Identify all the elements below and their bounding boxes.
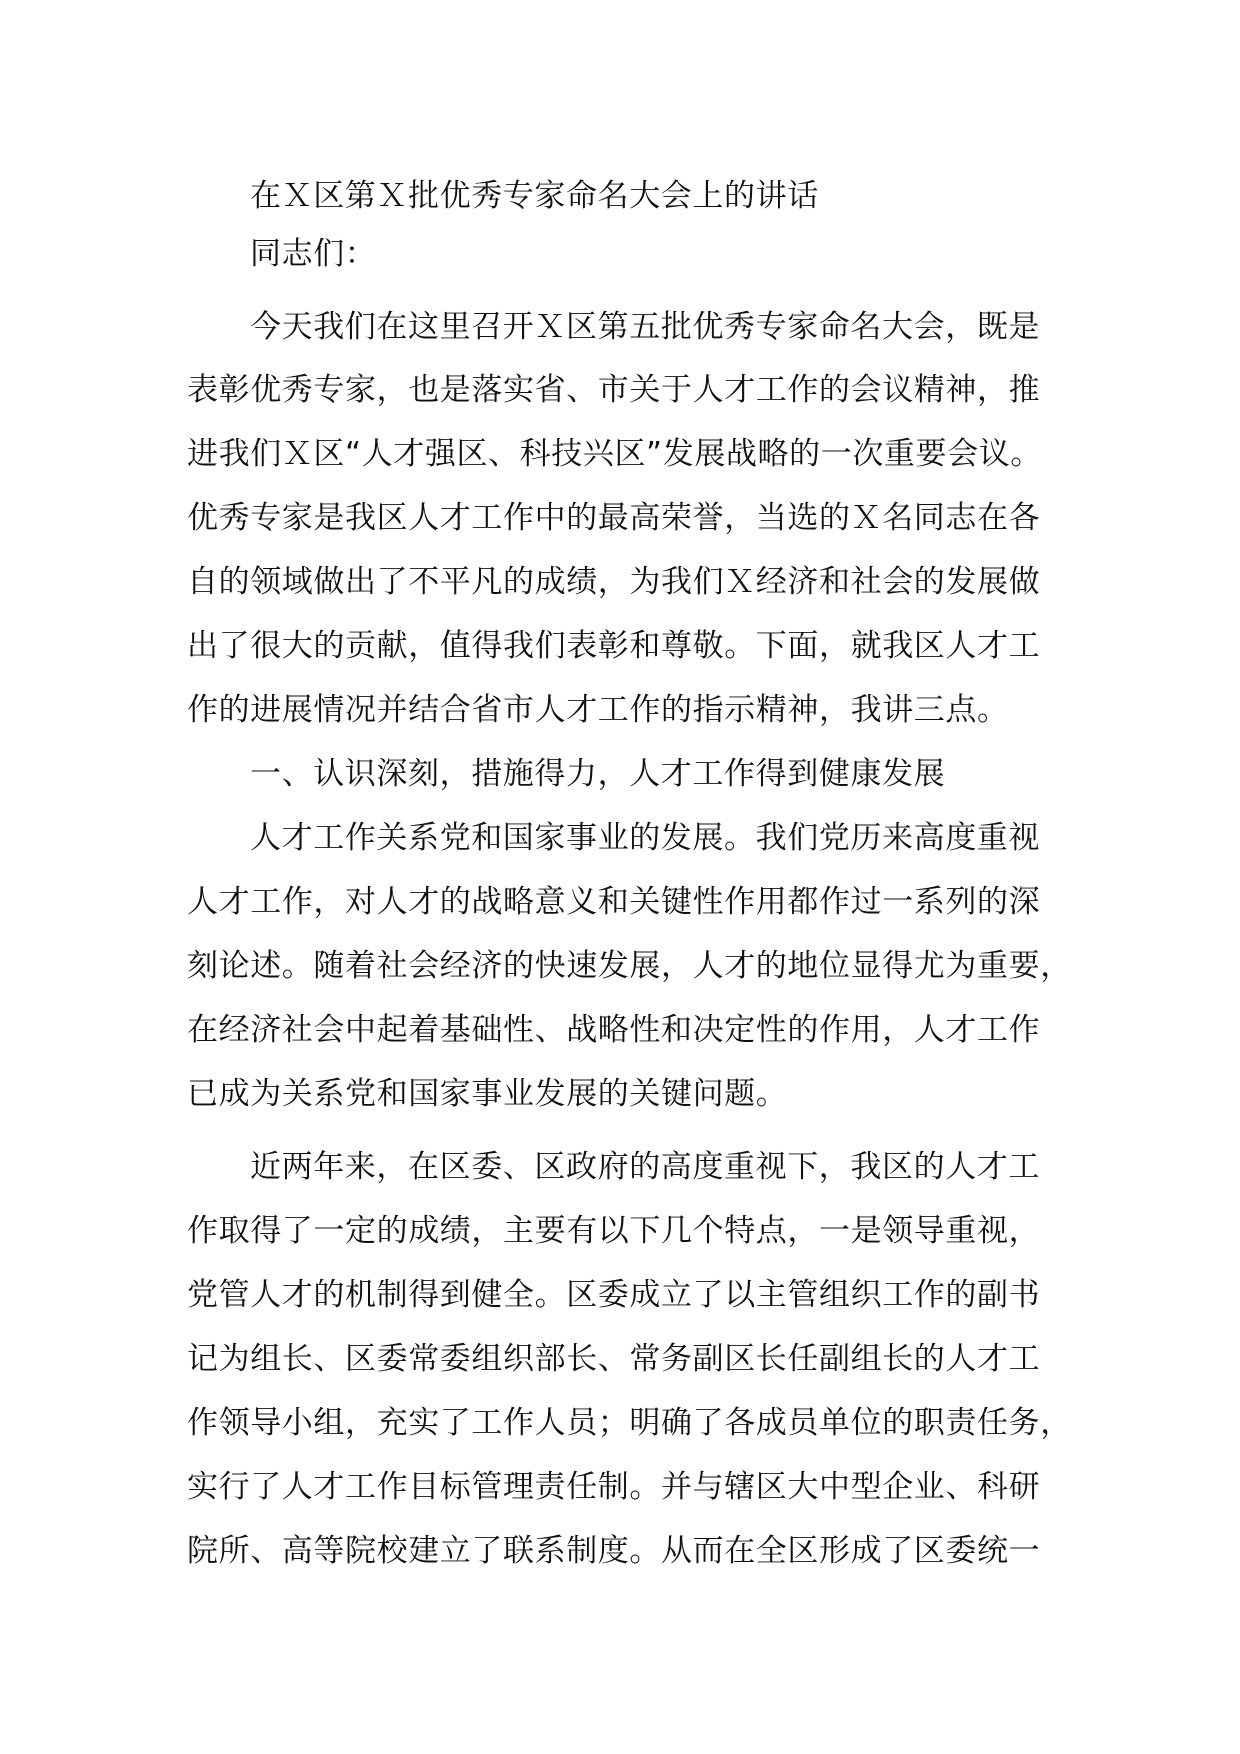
paragraph-line: 实行了人才工作目标管理责任制。并与辖区大中型企业、科研 <box>187 1469 1041 1505</box>
paragraph-line: 记为组长、区委常委组织部长、常务副区长任副组长的人才工 <box>187 1341 1041 1377</box>
paragraph-line: 近两年来，在区委、区政府的高度重视下，我区的人才工 <box>250 1149 1040 1185</box>
paragraph-line: 进我们Ｘ区“人才强区、科技兴区”发展战略的一次重要会议。 <box>187 436 1042 472</box>
section-heading: 一、认识深刻，措施得力，人才工作得到健康发展 <box>250 756 946 792</box>
paragraph-line: 优秀专家是我区人才工作中的最高荣誉，当选的Ｘ名同志在各 <box>187 500 1041 536</box>
paragraph-line: 作领导小组，充实了工作人员；明确了各成员单位的职责任务， <box>187 1405 1072 1441</box>
paragraph-line: 自的领域做出了不平凡的成绩，为我们Ｘ经济和社会的发展做 <box>187 564 1041 600</box>
salutation: 同志们： <box>250 236 377 272</box>
paragraph-line: 出了很大的贡献，值得我们表彰和尊敬。下面，就我区人才工 <box>187 628 1041 664</box>
paragraph-line: 人才工作关系党和国家事业的发展。我们党历来高度重视 <box>250 820 1040 856</box>
paragraph-line: 作取得了一定的成绩，主要有以下几个特点，一是领导重视， <box>187 1213 1041 1249</box>
paragraph-line: 表彰优秀专家，也是落实省、市关于人才工作的会议精神，推 <box>187 372 1041 408</box>
paragraph-line: 已成为关系党和国家事业发展的关键问题。 <box>187 1076 788 1112</box>
paragraph-line: 院所、高等院校建立了联系制度。从而在全区形成了区委统一 <box>187 1533 1041 1569</box>
paragraph-line: 在经济社会中起着基础性、战略性和决定性的作用，人才工作 <box>187 1012 1041 1048</box>
paragraph-line: 今天我们在这里召开Ｘ区第五批优秀专家命名大会，既是 <box>250 309 1040 345</box>
paragraph-line: 刻论述。随着社会经济的快速发展，人才的地位显得尤为重要， <box>187 948 1072 984</box>
paragraph-line: 人才工作，对人才的战略意义和关键性作用都作过一系列的深 <box>187 884 1041 920</box>
paragraph-line: 作的进展情况并结合省市人才工作的指示精神，我讲三点。 <box>187 692 1009 728</box>
document-title: 在Ｘ区第Ｘ批优秀专家命名大会上的讲话 <box>250 178 819 214</box>
paragraph-line: 党管人才的机制得到健全。区委成立了以主管组织工作的副书 <box>187 1277 1041 1313</box>
